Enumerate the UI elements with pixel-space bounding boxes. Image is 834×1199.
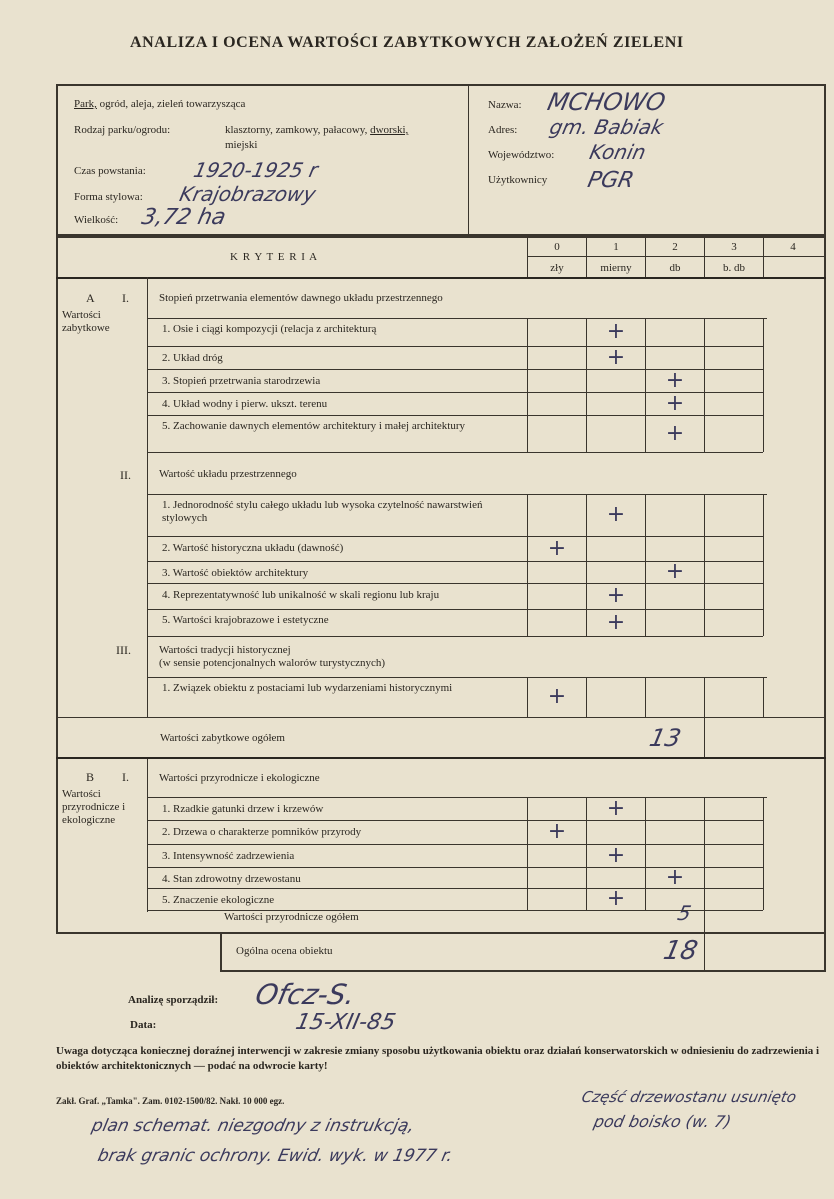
col-div-0: [527, 236, 528, 277]
a1-group-title: Stopień przetrwania elementów dawnego układu przestrzennego: [159, 292, 443, 304]
col-div-3: [704, 236, 705, 277]
criteria-cell-divider: [763, 844, 764, 867]
criteria-row-label: 1. Jednorodność stylu całego układu lub wysoka czytelność nawarstwień stylowych: [162, 499, 483, 524]
col-4-num: 4: [790, 241, 796, 253]
criteria-cell-divider: [763, 369, 764, 392]
criteria-mark: +: [606, 610, 626, 635]
criteria-row-label: 2. Wartość historyczna układu (dawność): [162, 542, 344, 554]
criteria-cell-divider: [527, 583, 528, 609]
a-total-label: Wartości zabytkowe ogółem: [160, 732, 285, 744]
note-right-2: pod boisko (w. 7): [591, 1112, 733, 1131]
criteria-row-label: 1. Rzadkie gatunki drzew i krzewów: [162, 803, 324, 815]
criteria-cell-divider: [763, 677, 764, 717]
criteria-cell-divider: [763, 536, 764, 561]
criteria-row-label: 2. Drzewa o charakterze pomników przyrody: [162, 826, 362, 838]
criteria-cell-divider: [704, 888, 705, 910]
criteria-cell-divider: [527, 888, 528, 910]
criteria-cell-divider: [586, 561, 587, 583]
criteria-cell-divider: [527, 609, 528, 636]
criteria-cell-divider: [586, 536, 587, 561]
criteria-cell-divider: [763, 392, 764, 415]
criteria-cell-divider: [645, 494, 646, 536]
rodzaj-selected: dworski,: [370, 124, 409, 136]
form-title: ANALIZA I OCENA WARTOŚCI ZABYTKOWYCH ZAŁOŻEŃ ZIELENI: [130, 34, 684, 51]
a2-group-line: [147, 494, 767, 495]
criteria-row-line: [147, 844, 763, 845]
note-right-1: Część drzewostanu usunięto: [580, 1088, 799, 1106]
criteria-mark: +: [547, 536, 567, 561]
criteria-cell-divider: [527, 867, 528, 888]
left-column-divider: [147, 277, 148, 717]
criteria-row-line: [147, 636, 763, 637]
criteria-row-label: 4. Stan zdrowotny drzewostanu: [162, 873, 301, 885]
criteria-cell-divider: [704, 677, 705, 717]
criteria-row-line: [147, 452, 763, 453]
criteria-row-line: [147, 536, 763, 537]
criteria-cell-divider: [763, 415, 764, 452]
rodzaj-options-post: miejski: [225, 139, 258, 151]
criteria-row-label: 5. Zachowanie dawnych elementów architektury i małej architektury: [162, 420, 465, 432]
criteria-cell-divider: [527, 844, 528, 867]
criteria-mark: +: [547, 819, 567, 844]
criteria-cell-divider: [704, 494, 705, 536]
criteria-cell-divider: [704, 844, 705, 867]
criteria-mark: +: [665, 865, 685, 890]
woj-label: Województwo:: [488, 149, 555, 161]
criteria-cell-divider: [645, 888, 646, 910]
forma-label: Forma stylowa:: [74, 191, 143, 203]
col-div-4: [763, 236, 764, 277]
criteria-row-label: 3. Stopień przetrwania starodrzewia: [162, 375, 321, 387]
section-b-title: Wartości przyrodnicze i ekologiczne: [62, 788, 126, 826]
data-value: 15-XII-85: [293, 1010, 398, 1035]
col-0-label: zły: [550, 262, 564, 274]
criteria-mark: +: [665, 421, 685, 446]
uzytk-value: PGR: [585, 168, 637, 193]
analiza-signature: Ofcz-S.: [252, 978, 359, 1011]
criteria-cell-divider: [704, 561, 705, 583]
col-3-label: b. db: [723, 262, 745, 274]
criteria-mark: +: [665, 559, 685, 584]
section-a-title: Wartości zabytkowe: [62, 309, 110, 334]
criteria-cell-divider: [704, 583, 705, 609]
criteria-cell-divider: [704, 867, 705, 888]
criteria-cell-divider: [645, 677, 646, 717]
criteria-row-line: [147, 609, 763, 610]
a3-group-title-1: Wartości tradycji historycznej: [159, 644, 291, 656]
adres-value: gm. Babiak: [547, 115, 666, 139]
section-b-roman1: I.: [122, 770, 129, 784]
print-info: Zakł. Graf. „Tamka". Zam. 0102-1500/82. Nakł. 10 000 egz.: [56, 1096, 285, 1106]
criteria-mark: +: [606, 319, 626, 344]
criteria-mark: +: [606, 843, 626, 868]
criteria-cell-divider: [527, 561, 528, 583]
col-div-1: [586, 236, 587, 277]
criteria-cell-divider: [645, 346, 646, 369]
a-total-bottom-line: [56, 757, 826, 759]
criteria-cell-divider: [763, 494, 764, 536]
criteria-cell-divider: [704, 536, 705, 561]
criteria-cell-divider: [704, 609, 705, 636]
criteria-cell-divider: [527, 494, 528, 536]
a3-group-line: [147, 677, 767, 678]
type-options: ogród, aleja, zieleń towarzysząca: [99, 98, 246, 110]
criteria-cell-divider: [704, 415, 705, 452]
criteria-cell-divider: [527, 318, 528, 346]
a-total-divider: [704, 717, 705, 757]
section-a-roman1: I.: [122, 291, 129, 305]
a1-group-line: [147, 318, 767, 319]
criteria-cell-divider: [763, 346, 764, 369]
nazwa-label: Nazwa:: [488, 99, 522, 111]
criteria-cell-divider: [645, 318, 646, 346]
b1-group-line: [147, 797, 767, 798]
criteria-row-label: 3. Intensywność zadrzewienia: [162, 850, 295, 862]
overall-label: Ogólna ocena obiektu: [236, 945, 333, 957]
header-divider: [468, 84, 469, 236]
criteria-row-label: 1. Związek obiektu z postaciami lub wydarzeniami historycznymi: [162, 682, 453, 694]
note-left-2: brak granic ochrony. Ewid. wyk. w 1977 r.: [95, 1146, 455, 1166]
criteria-cell-divider: [645, 536, 646, 561]
criteria-cell-divider: [645, 583, 646, 609]
criteria-row-label: 1. Osie i ciągi kompozycji (relacja z architekturą: [162, 323, 377, 335]
criteria-cell-divider: [763, 318, 764, 346]
criteria-cell-divider: [586, 820, 587, 844]
criteria-cell-divider: [763, 867, 764, 888]
note-left-1: plan schemat. niezgodny z instrukcją,: [89, 1116, 417, 1136]
section-a-roman3: III.: [116, 643, 131, 657]
kryteria-header: K R Y T E R I A: [230, 251, 319, 263]
criteria-mark: +: [606, 796, 626, 821]
woj-value: Konin: [587, 140, 649, 164]
col-1-label: mierny: [600, 262, 632, 274]
criteria-row-line: [147, 910, 763, 911]
criteria-mark: +: [547, 684, 567, 709]
czas-label: Czas powstania:: [74, 165, 146, 177]
a3-group-title-2: (w sensie potencjonalnych walorów turystycznych): [159, 657, 386, 669]
criteria-row-line: [147, 820, 763, 821]
a2-group-title: Wartość układu przestrzennego: [159, 468, 297, 480]
forma-value: Krajobrazowy: [177, 182, 319, 206]
b1-group-title: Wartości przyrodnicze i ekologiczne: [159, 772, 320, 784]
criteria-cell-divider: [763, 797, 764, 820]
criteria-cell-divider: [586, 392, 587, 415]
criteria-mark: +: [606, 502, 626, 527]
col-div-2: [645, 236, 646, 277]
criteria-row-line: [147, 717, 763, 718]
rodzaj-options: [225, 124, 408, 137]
analiza-label: Analizę sporządził:: [128, 994, 219, 1006]
criteria-row-label: 4. Reprezentatywność lub unikalność w skali regionu lub kraju: [162, 589, 440, 601]
criteria-cell-divider: [704, 318, 705, 346]
criteria-cell-divider: [645, 797, 646, 820]
criteria-cell-divider: [704, 820, 705, 844]
criteria-cell-divider: [763, 561, 764, 583]
overall-value: 18: [660, 936, 701, 966]
b-total-label: Wartości przyrodnicze ogółem: [224, 911, 359, 923]
criteria-row-label: 4. Układ wodny i pierw. ukszt. terenu: [162, 398, 328, 410]
rodzaj-options-pre: klasztorny, zamkowy, pałacowy,: [225, 124, 368, 136]
criteria-cell-divider: [527, 797, 528, 820]
criteria-cell-divider: [645, 820, 646, 844]
criteria-cell-divider: [704, 797, 705, 820]
uzytk-label: Użytkownicy: [488, 174, 548, 186]
criteria-cell-divider: [586, 867, 587, 888]
col-header-mid-line: [527, 256, 824, 257]
criteria-mark: +: [606, 345, 626, 370]
criteria-cell-divider: [527, 346, 528, 369]
data-label: Data:: [130, 1019, 157, 1031]
criteria-cell-divider: [704, 369, 705, 392]
type-selected: Park,: [74, 98, 97, 110]
nazwa-value: MCHOWO: [545, 88, 669, 116]
section-b-letter: B: [86, 770, 95, 784]
col-header-bottom-line: [56, 277, 826, 279]
criteria-row-label: 5. Znaczenie ekologiczne: [162, 894, 275, 906]
criteria-cell-divider: [586, 415, 587, 452]
uwaga-note: Uwaga dotycząca koniecznej doraźnej interwencji w zakresie zmiany sposobu użytkowania obiektu oraz działań konserwatorskich w odniesieniu do zadrzewienia i obiektów architektonicznych — podać na odwrocie karty!: [56, 1045, 820, 1072]
criteria-row-label: 5. Wartości krajobrazowe i estetyczne: [162, 614, 329, 626]
col-0-num: 0: [554, 241, 560, 253]
criteria-cell-divider: [645, 844, 646, 867]
col-1-num: 1: [613, 241, 619, 253]
a-total-value: 13: [647, 724, 684, 752]
czas-value: 1920-1925 r: [191, 158, 321, 182]
criteria-cell-divider: [586, 677, 587, 717]
criteria-cell-divider: [763, 609, 764, 636]
criteria-mark: +: [606, 886, 626, 911]
section-a-letter: A: [86, 291, 95, 305]
criteria-cell-divider: [704, 392, 705, 415]
criteria-cell-divider: [527, 392, 528, 415]
rodzaj-label: Rodzaj parku/ogrodu:: [74, 124, 171, 136]
criteria-mark: +: [606, 583, 626, 608]
criteria-mark: +: [665, 391, 685, 416]
criteria-cell-divider: [645, 609, 646, 636]
criteria-cell-divider: [527, 415, 528, 452]
b-total-value: 5: [675, 901, 694, 925]
overall-divider: [704, 932, 705, 972]
criteria-row-label: 3. Wartość obiektów architektury: [162, 567, 309, 579]
criteria-row-line: [147, 346, 763, 347]
col-2-num: 2: [672, 241, 678, 253]
section-a-roman2: II.: [120, 468, 131, 482]
criteria-cell-divider: [586, 369, 587, 392]
type-line: [74, 98, 245, 111]
col-2-label: db: [669, 262, 681, 274]
wielkosc-label: Wielkość:: [74, 214, 119, 226]
criteria-cell-divider: [763, 820, 764, 844]
criteria-cell-divider: [763, 583, 764, 609]
criteria-cell-divider: [527, 369, 528, 392]
col-3-num: 3: [731, 241, 737, 253]
criteria-mark: +: [665, 368, 685, 393]
criteria-cell-divider: [763, 888, 764, 910]
adres-label: Adres:: [488, 124, 518, 136]
wielkosc-value: 3,72 ha: [139, 205, 229, 230]
criteria-row-label: 2. Układ dróg: [162, 352, 223, 364]
criteria-cell-divider: [704, 346, 705, 369]
